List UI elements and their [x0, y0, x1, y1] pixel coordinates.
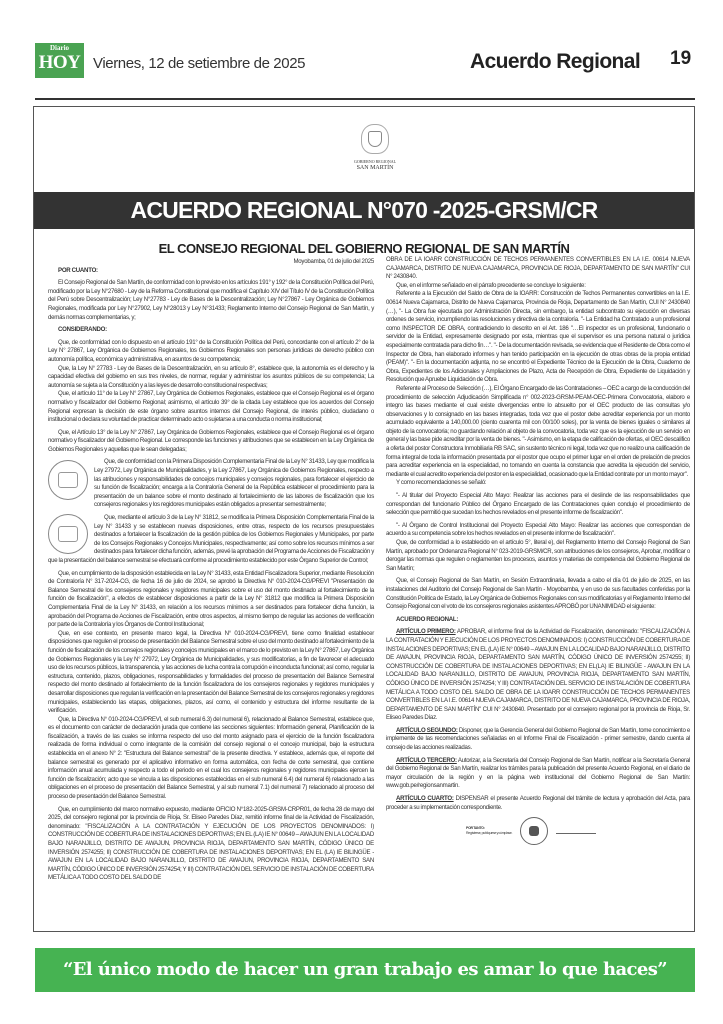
paragraph: Que, el artículo 11° de la Ley N° 27867, Ley Orgánica de Gobiernos Regionales, establece que el Consejo Regional es el órgano normativo y fiscalizador del Gobierno Regional; asimismo, el artículo 39° de la citada Ley establece que los acuerdos del Consejo Regional expresan la decisión de este órgano sobre asuntos internos del Consejo Regional, de interés público, ciudadano o institucional o declara su voluntad de practicar determinado acto o sujetarse a una conducta o norma institucional; [48, 390, 374, 424]
paragraph: Que, en ese contexto, en presente marco legal, la Directiva N° 010-2024-CG/PREVI, tiene como finalidad establecer disposiciones que regulen el proceso de presentación del Balance Semestral sobre el uso del monto destinado al fortalecimiento de la función de fiscalización de los consejos regionales y concejos municipales en el marco de lo previsto en la Ley N° 27867, Ley Orgánica de Gobiernos Regionales y la Ley N° 27972, Ley Orgánica de Municipalidades, y sus modificatorias, a fin de favorecer el adecuado uso de los recursos públicos, la transparencia, y las acciones de lucha contra la corrupción e inconducta funcional; así como, regular la estructura, contenido, plazos, obligaciones, responsabilidades y formalidades del proceso de presentación del Balance Semestral respecto del monto destinado al fortalecimiento de la función fiscalizadora de los consejeros regionales y regidores municipales y desarrollar disposiciones que regulan la verificación en la presentación del Balance Semestral de los consejeros regionales y regidores municipales, estableciendo las etapas, obligaciones, plazos, así como, el contenido y estructura del informe resultante de la verificación. [48, 629, 374, 715]
paragraph: Que, el Artículo 13° de la Ley N° 27867, Ley Orgánica de Gobiernos Regionales, establece que el Consejo Regional es el órgano normativo y fiscalizador del Gobierno Regional. Le corresponde las funciones y atribuciones que se establecen en la Ley Orgánica de Gobiernos Regionales y aquellas que le sean delegadas; [48, 428, 374, 453]
paragraph: Que, en el informe señalado en el párrafo precedente se concluye lo siguiente: [396, 281, 586, 289]
regional-emblem-icon [361, 124, 389, 154]
header-divider [35, 98, 695, 100]
paragraph: Que, de conformidad con la Primera Disposición Complementaria Final de la Ley N° 31433, Ley que modifica la Ley 27972, Ley Orgánica de Municipalidades, y la Ley 27867, Ley Orgánica de Gobiernos Regionales, respecto a las atribuciones y responsabilidades de concejos municipales y consejos regionales, para fortalecer el ejercicio de su función de fiscalización; encarga a la Contraloría General de la República establecer el procedimiento para la presentación de un balance sobre el monto destinado al fortalecimiento de las labores de fiscalización que los consejeros regionales y los regidores municipales están obligados a presentar semestralmente; [94, 458, 374, 509]
paragraph: Que, en cumplimiento de la disposición establecida en la Ley N° 31433, esta Entidad Fiscalizadora Superior, mediante Resolución de Contraloría N° 317-2024-CG, de fecha 16 de julio de 2024, se aprobó la Directiva N° 010-2024-CG/PREVI "Presentación de Balance Semestral de los consejeros regionales y regidores municipales sobre el uso del monto destinado al fortalecimiento de la función de fiscalización", a efectos de establecer disposiciones a partir de la Ley N° 31812 que modifica la Primera Disposición Complementaria Final de la Ley N° 31433, en relación a los recursos mínimos a ser destinados para fortalecer dicha función, la aprobación del Programa de Acciones de Fiscalización, entre otros aspectos, al mismo tiempo de regular las acciones de verificación por parte de la Contraloría y los Órganos de Control Institucional; [48, 569, 374, 629]
paragraph: Que, de conformidad con lo dispuesto en el artículo 191° de la Constitución Política del Perú, concordante con el artículo 2° de la Ley N° 27867, Ley Orgánica de Gobiernos Regionales, los Gobiernos Regionales son personas jurídicas de derecho público con autonomía política, económica y administrativa, en asuntos de su competencia; [48, 338, 374, 363]
emblem-caption: GOBIERNO REGIONAL SAN MARTÍN [353, 159, 397, 171]
por-cuanto-heading: POR CUANTO: [58, 266, 98, 274]
left-column [48, 258, 374, 883]
article-2: ARTÍCULO SEGUNDO: Disponer, que la Gerencia General del Gobierno Regional de San Martín, tome conocimiento e implemente de las recomendaciones señaladas en el Informe Final de Fiscalización - primer semestre, dando cuenta al consejo de las acciones realizadas. [386, 726, 690, 752]
signature-line [556, 833, 596, 834]
article-1: ARTÍCULO PRIMERO: APROBAR, el informe final de la Actividad de Fiscalización, denominado: "FISCALIZACIÓN A LA CONTRATACIÓN Y EJECUCIÓN DE LOS PROYECTOS DENOMINADOS: I) CONSTRUCCIÓN DE COBERTURA DE INSTALACIONES DEPORTIVAS; EN EL (LA) IE N° 00649 – AWAJUN EN LA LOCALIDAD BAJO NARANJILLO, DISTRITO DE AWAJUN, PROVINCIA RIOJA, DEPARTAMENTO SAN MARTÍN, CÓDIGO ÚNICO DE INVERSIÓN 2574255; II) CONSTRUCCIÓN DE COBERTURA DE INSTALACIONES DEPORTIVAS; EN EL(LA) IE BILINGÜE - AWAJUN EN LA LOCALIDAD BAJO NARANJILLO, DISTRITO DE AWAJUN, PROVINCIA RIOJA, DEPARTAMENTO SAN MARTÍN, CÓDIGO ÚNICO DE INVERSIÓN 2574254; Y III) CONTRATACIÓN DEL SERVICIO DE INSTALACIÓN DE COBERTURA METÁLICA A TODO COSTO DEL SALDO DE OBRA DE LA IOARR CONSTRUCCIÓN DE TECHOS PERMANENTES CONVERTIBLES EN LA I.E. 00614 NUEVA CAJAMARCA, DISTRITO DE NUEVA CAJAMARCA, PROVINCIA DE RIOJA, DEPARTAMENTO DE SAN MARTÍN" CUI N° 2430840. Presentado por el consejero regional por la provincia de Rioja, Sr. Eliseo Paredes Díaz. [386, 628, 690, 722]
right-column [386, 256, 690, 845]
official-seal-icon [520, 817, 548, 845]
page-number: 19 [670, 48, 692, 69]
section-title: Acuerdo Regional [470, 50, 641, 73]
article-4: ARTÍCULO CUARTO: DISPENSAR el presente Acuerdo Regional del trámite de lectura y aprobación del Acta, para proceder a su implementación correspondiente. [386, 795, 691, 811]
place-date: Moyobamba, 01 de julio del 2025 [293, 258, 374, 265]
paragraph: El Consejo Regional de San Martín, de conformidad con lo previsto en los artículos 191° y 192° de la Constitución Política del Perú, modificado por la Ley N°27680 - Ley de la Reforma Constitucional que modifica el Capítulo XIV del Título IV de la Constitución Política del Perú sobre Descentralización; Ley N°27783 - Ley de Bases de la Descentralización; Ley N°27867 - Ley Orgánica de Gobiernos Regionales, modificada por Ley N°27902, Ley N°28013 y Ley N°31433; Reglamento Interno del Consejo Regional de San Martín, y demás normas complementarias, y; [48, 279, 374, 321]
acuerdo-heading: ACUERDO REGIONAL: [396, 615, 459, 623]
signature-block [466, 817, 690, 845]
considerando-heading: CONSIDERANDO: [58, 326, 107, 334]
paragraph: Que, de conformidad a lo establecido en el artículo 5°, literal e), del Reglamento Interno del Consejo Regional de San Martín, aprobado por Ordenanza Regional N° 023-2019-GRSM/CR, son atribuciones de los consejeros, Aprobar, modificar o derogar las normas que regulen o reglamenten los procesos, asuntos y materias de competencia del Gobierno Regional de San Martín; [386, 539, 690, 572]
paragraph: Que, la Directiva N° 010-2024-CG/PREVI, el sub numeral 6.3) del numeral 6), relacionado al Balance Semestral, establece que, es el documento con carácter de declaración jurada que contiene las secciones siguientes: Información general, Planificación de la fiscalización, a través de las cuales se informa respecto del uso del monto asignado para el ejercicio de la función fiscalizadora realizada de forma individual o como integrante de la comisión del consejo regional o el concejo municipal, bajo la estructura establecida en el anexo N° 2: "Estructura del Balance semestral" de la presente directiva. Y establece, además que, el reporte del balance semestral es generado por el aplicativo informativo en forma automática, con fecha de corte semestral, que contiene información anual acumulada y respecto a todo el periodo en el cual los consejeros regionales y regidores municipales ejercen la función de fiscalización; acto que se vincula a las disposiciones establecidas en el sub numeral 6.4) del numeral 6) relacionado a las obligaciones en el proceso de presentación del Balance Semestral, y al sub numeral 7.1) del numeral 7) relacionado al proceso del proceso de presentación del Balance Semestral. [48, 715, 374, 801]
diario-hoy-logo: Diario HOY [35, 43, 84, 78]
paragraph: Que, la Ley N° 27783 - Ley de Bases de la Descentralización, en su artículo 8°, establece que, la autonomía es el derecho y la capacidad efectiva del gobierno en sus tres niveles, de normar, regular y administrar los asuntos públicos de su competencia; La autonomía se sujeta a la Constitución y a las leyes de desarrollo constitucional respectivas; [48, 364, 374, 389]
document-title: ACUERDO REGIONAL N°070 -2025-GRSM/CR [34, 192, 694, 229]
document-subtitle: EL CONSEJO REGIONAL DEL GOBIERNO REGIONAL DE SAN MARTÍN [158, 241, 570, 256]
official-seal-wrap: POR TANTO: Regístrese, publíquese y cúmplase. [466, 826, 513, 836]
paragraph: OBRA DE LA IOARR CONSTRUCCIÓN DE TECHOS PERMANENTES CONVERTIBLES EN LA I.E. 00614 NUEVA CAJAMARCA, DISTRITO DE NUEVA CAJAMARCA, PROVINCIA DE RIOJA, DEPARTAMENTO DE SAN MARTÍN" CUI N° 2430840. [386, 256, 690, 281]
article-3: ARTÍCULO TERCERO: Autorizar, a la Secretaría del Consejo Regional de San Martín, notificar a la Secretaría General del Gobierno Regional de San Martín, realizar los trámites para la publicación del presente Acuerdo Regional, en el diario de mayor circulación de la región y en la página web institucional del Gobierno Regional de San Martín: www.gob.pe/regionsanmartin. [386, 756, 690, 790]
council-stamp-icon [48, 514, 88, 554]
paragraph: Referente al Proceso de Selección (…), El Órgano Encargado de las Contrataciones – OEC a cargo de la conducción del procedimiento de selección Adjudicación Simplificada n° 002-2023-GRSM-PEAM-OEC-Primera Convocatoria, elaboro e integro las bases mediante el cual existe divergencias entre lo absuelto por el OEC producto de las consultas y/o observaciones y lo consignado en las bases integradas, toda vez que el postor debe acreditar experiencia por un monto acumulado equivalente a 140,000.00 (ciento cuarenta mil con 00/100 soles), por la venta de bienes iguales o similares al objeto de la convocatoria; no guardando relación al objeto de la convocatoria, toda vez que es la ejecución de un servicio en general y las base pide acreditar por la venta de bienes. "- Asimismo, en la etapa de calificación de ofertas, el OEC descalifico a oferta del postor Constructora Inmobiliaria RB SAC, sin sustento técnico ni legal, toda vez que no realizo una calificación de forma integral de toda la información presentada por el postor que ocupo el primer lugar en el orden de prelación de precios para acreditar experiencia en la especialidad, no tomando en cuenta la constancia que acredita la ejecución del servicio, mediante el cual acredito experiencia del postor en la especialidad, ocasionado que la Entidad contrate por un monto mayor". [386, 384, 690, 478]
paragraph: Referente a la Ejecución del Saldo de Obra de la IOARR: Construcción de Techos Permanentes convertibles en la I.E. 00614 Nueva Cajamarca, Distrito de Nueva Cajamarca, Provincia de Rioja, Departamento de San Martín, CUI N° 2430840 (…), "- La Obra fue ejecutada por Administración Directa, sin embargo, la entidad subcontrato su ejecución en diversas ordenes de servicio, incumpliendo las resoluciones y directiva de la contraloría. "- La Entidad ha Contratado a un profesional como INSPECTOR DE OBRA, contradiciendo lo descrito en el Art. 186 "…El inspector es un profesional, funcionario o servidor de la Entidad, expresamente designado por esta, mientras que el supervisor es una persona natural o jurídica especialmente contratada para dicho fin…". "- De la documentación revisada, se evidencia que el Residente de Obra como el Inspector de Obra, han elaborado informes y han tenido participación en la ejecución de otras obras de la propia entidad (PEAM)". "- En la documentación adjunta, no se encontró el Expediente Técnico de la Ejecución de la Obra, Cuaderno de Obra, Expedientes de los Adicionales y Ampliaciones de Plazo, Acta de Recepción de Obra, Expediente de Liquidación y Resolución que Apruebe Liquidación de Obra. [386, 290, 690, 384]
quote-banner: “El único modo de hacer un gran trabajo es amar lo que haces” [35, 948, 695, 992]
paragraph: "- Al Órgano de Control Institucional del Proyecto Especial Alto Mayo: Realizar las acciones que correspondan de acuerdo a su competencia sobre los hechos revelados en el presente informe de fiscalización". [386, 521, 690, 538]
paragraph: Que, en cumplimiento del marco normativo expuesto, mediante OFICIO N°182-2025-GRSM-CRPR01, de fecha 28 de mayo del 2025, del consejero regional por la provincia de Rioja, Sr. Eliseo Paredes Díaz, remitió informe final de la Actividad de Fiscalización, denominado: "FISCALIZACIÓN A LA CONTRATACIÓN Y EJECUCIÓN DE LOS PROYECTOS DENOMINADOS: I) CONSTRUCCIÓN DE COBERTURA DE INSTALACIONES DEPORTIVAS; EN EL (LA) IE N° 00649 – AWAJUN EN LA LOCALIDAD BAJO NARANJILLO, DISTRITO DE AWAJUN, PROVINCIA RIOJA, DEPARTAMENTO SAN MARTÍN, CÓDIGO ÚNICO DE INVERSIÓN 2574255; II) CONSTRUCCIÓN DE COBERTURA DE INSTALACIONES DEPORTIVAS; EN EL (LA) IE BILINGÜE - AWAJUN EN LA LOCALIDAD BAJO NARANJILLO, DISTRITO DE AWAJUN, PROVINCIA RIOJA, DEPARTAMENTO SAN MARTÍN, CÓDIGO ÚNICO DE INVERSIÓN 2574254; Y III) CONTRATACIÓN DEL SERVICIO DE INSTALACIÓN DE COBERTURA METÁLICA A TODO COSTO DEL SALDO DE [48, 805, 374, 882]
paragraph: Y como recomendaciones se señaló: [396, 479, 487, 487]
paragraph: Que, el Consejo Regional de San Martín, en Sesión Extraordinaria, llevada a cabo el día 01 de julio de 2025, en las instalaciones del Auditorio del Consejo Regional de San Martín - Moyobamba, y en uso de sus facultades conferidas por la Constitución Política de Estado, la Ley Orgánica de Gobiernos Regionales con sus modificatorias y el Reglamento Interno del Consejo Regional con el voto de los consejeros regionales asistentes APROBÓ por UNANIMIDAD el siguiente: [386, 577, 690, 611]
paragraph: "- Al titular del Proyecto Especial Alto Mayo: Realizar las acciones para el deslinde de las responsabilidades que correspondan del funcionario Público del Órgano Encargado de las Contrataciones quien condujo el procedimiento de selección que permitió que sucedan los hechos revelados en el presente informe de fiscalización". [386, 492, 690, 517]
issue-date: Viernes, 12 de setiembre de 2025 [93, 55, 306, 72]
paragraph: Que, mediante el artículo 3 de la Ley N° 31812, se modifica la Primera Disposición Complementaria Final de la Ley N° 31433 y se establecen nuevas disposiciones, entre otras, respecto de los recursos presupuestales destinados a fortalecer la fiscalización de la gestión pública de los Gobiernos Regionales y Municipales, por parte de los Consejos Regionales y Concejos Municipales, respectivamente; así como sobre los recursos mínimos a ser destinados para fortalecer dicha función, además, prevé la aprobación del Programa de Acciones de Fiscalización y que la presentación del balance semestral se efectuará conforme al procedimiento establecido por este Órgano Superior de Control; [48, 514, 374, 564]
